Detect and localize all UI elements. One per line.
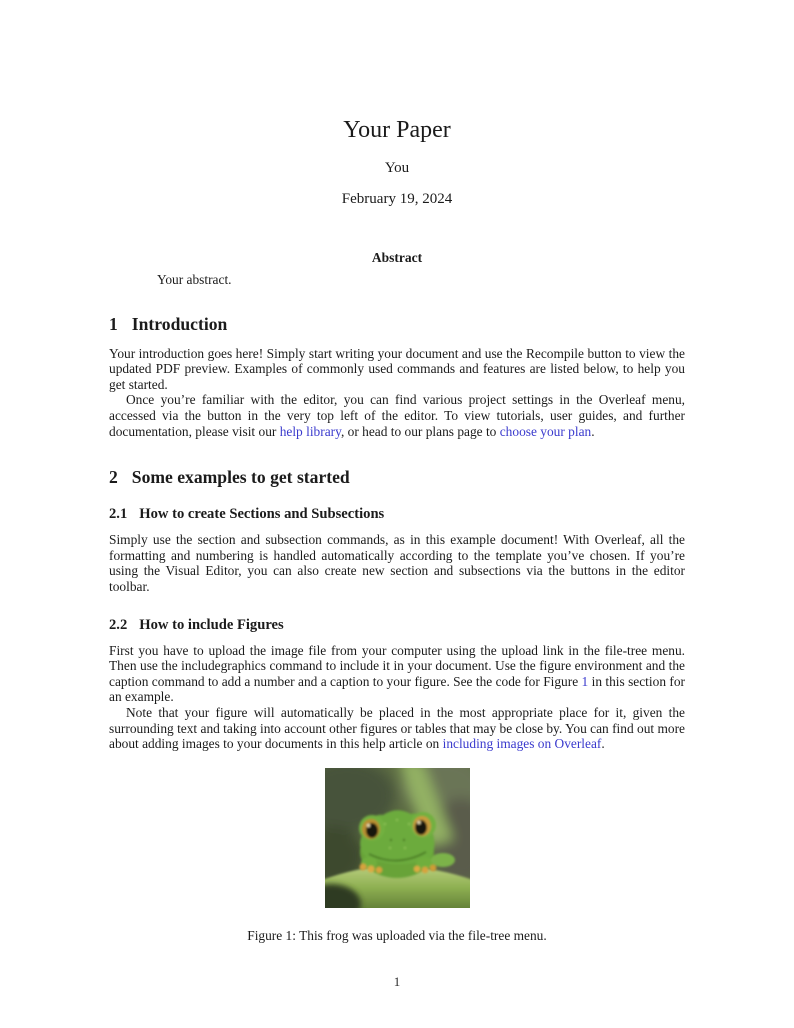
- paragraph-text: First you have to upload the image file from your computer using the upload link in the file-tree menu. Then use the includegraphics command to include it in your document. Use the figure environment and the caption command to add a number and a caption to your figure. See the code for Figure: [109, 642, 685, 689]
- subsection-2-2-paragraph-1: [109, 643, 685, 705]
- frog-image: [325, 768, 470, 908]
- figure-1-caption: Figure 1: This frog was uploaded via the file-tree menu.: [247, 927, 547, 943]
- paragraph-text: in this section for an example.: [109, 673, 685, 705]
- figure-1: [109, 768, 685, 944]
- paragraph-text: Once you’re familiar with the editor, you can find various project settings in the Overleaf menu, accessed via the button in the very top left of the editor. To view tutorials, user guides, and further documentation, please visit our: [109, 392, 685, 439]
- including-images-on-overleaf-link[interactable]: including images on Overleaf: [442, 736, 602, 752]
- paper-date: February 19, 2024: [341, 191, 453, 207]
- paragraph-text: .: [591, 423, 595, 439]
- page-number: 1: [393, 974, 401, 989]
- paper-title: Your Paper: [343, 117, 451, 143]
- abstract-text: Your abstract.: [157, 272, 232, 287]
- subsection-2-2-title: How to include Figures: [139, 616, 284, 633]
- paper-author: You: [384, 160, 410, 176]
- subsection-2-1-paragraph-1: Simply use the section and subsection commands, as in this example document! With Overleaf, all the formatting and numbering is handled automatically according to the template you’ve chosen. If you’re using the Visual Editor, you can also create new section and subsections via the buttons in the editor toolbar.: [109, 532, 685, 594]
- page-content: [109, 0, 685, 944]
- subsection-2-2-number: 2.2: [109, 616, 128, 633]
- section-2-heading: [109, 467, 685, 488]
- subsection-2-1-title: How to create Sections and Subsections: [139, 506, 385, 523]
- section-1-heading: [109, 314, 685, 335]
- paragraph-text: Note that your figure will automatically be placed in the most appropriate place for it, given the surrounding text and taking into account other figures or tables that may be close by. You can find out more about adding images to your documents in this help article on: [109, 704, 685, 752]
- section-1-title: Introduction: [131, 313, 228, 334]
- abstract-heading: Abstract: [371, 250, 423, 265]
- section-1-number: 1: [109, 313, 118, 334]
- section-1-paragraph-2: [109, 392, 685, 439]
- section-1-paragraph-1: Your introduction goes here! Simply start writing your document and use the Recompile button to view the updated PDF preview. Examples of commonly used commands and features are listed below, to help you get started.: [109, 345, 685, 392]
- section-2-title: Some examples to get started: [131, 467, 350, 488]
- choose-your-plan-link[interactable]: choose your plan: [499, 423, 592, 439]
- subsection-2-1-heading: [109, 506, 685, 523]
- subsection-2-2-heading: [109, 617, 685, 634]
- section-2-number: 2: [109, 467, 118, 488]
- subsection-2-1-number: 2.1: [109, 506, 128, 523]
- paragraph-text: .: [601, 736, 605, 752]
- subsection-2-2-paragraph-2: [109, 705, 685, 752]
- figure-1-ref-link[interactable]: 1: [581, 673, 589, 689]
- paragraph-text: , or head to our plans page to: [340, 423, 500, 439]
- help-library-link[interactable]: help library: [279, 423, 341, 439]
